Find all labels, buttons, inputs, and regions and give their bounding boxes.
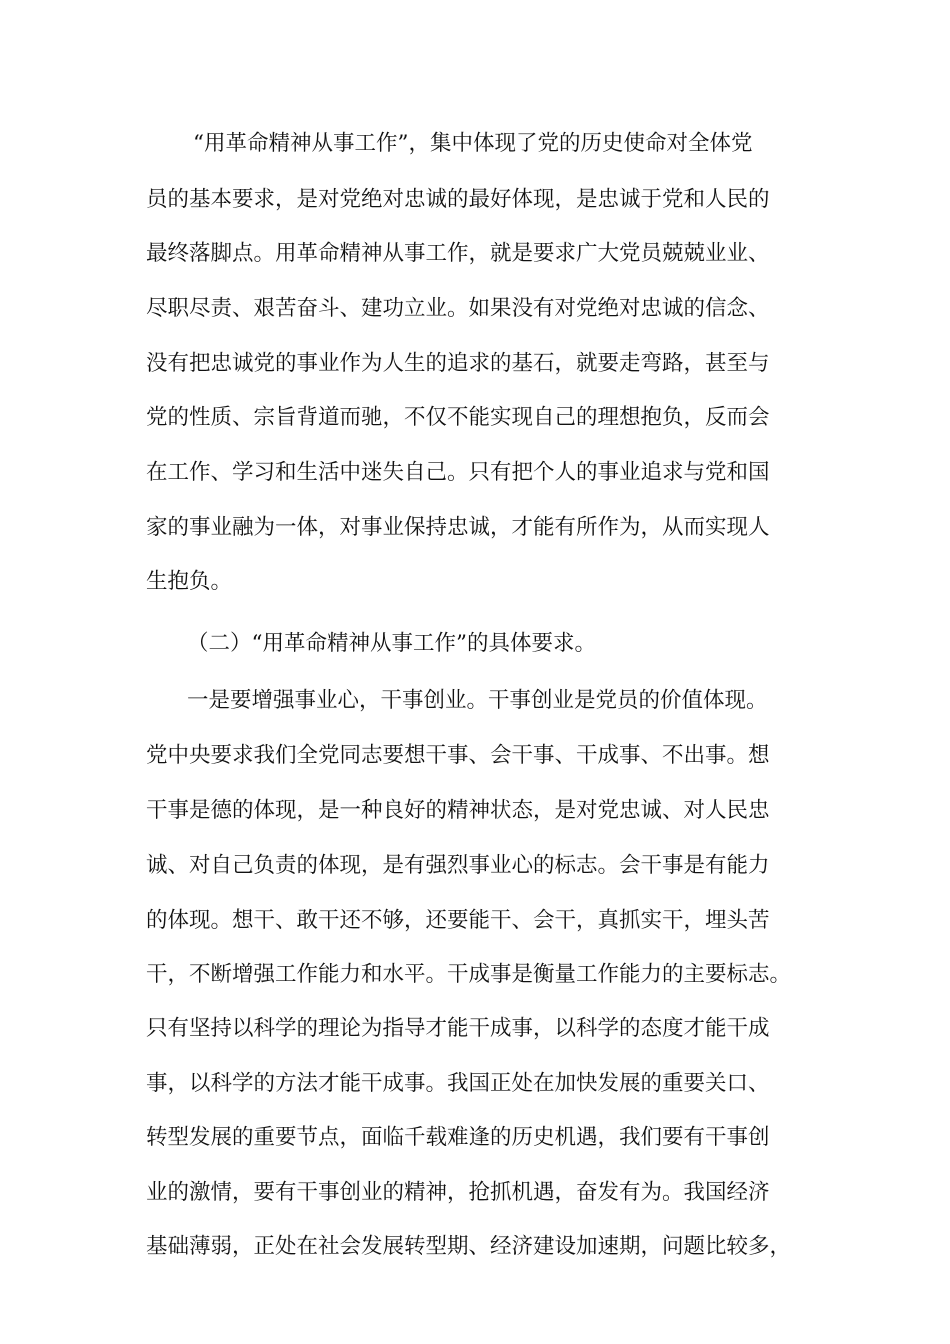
paragraph-1-line-3: 最终落脚点。用革命精神从事工作，就是要求广大党员兢兢业业、: [146, 241, 770, 266]
paragraph-2-line-7: 只有坚持以科学的理论为指导才能干成事，以科学的态度才能干成: [146, 1016, 770, 1041]
paragraph-2-line-5: 的体现。想干、敢干还不够，还要能干、会干，真抓实干，埋头苦: [146, 908, 770, 933]
paragraph-2-line-4: 诚、对自己负责的体现，是有强烈事业心的标志。会干事是有能力: [146, 853, 770, 878]
paragraph-2-line-2: 党中央要求我们全党同志要想干事、会干事、干成事、不出事。想: [146, 743, 770, 768]
paragraph-2-line-10: 业的激情，要有干事创业的精神，抢抓机遇，奋发有为。我国经济: [146, 1180, 770, 1205]
paragraph-1-line-6: 党的性质、宗旨背道而驰，不仅不能实现自己的理想抱负，反而会: [146, 405, 770, 430]
paragraph-1-line-1: “用革命精神从事工作”，集中体现了党的历史使命对全体党: [193, 131, 753, 156]
paragraph-2-line-8: 事，以科学的方法才能干成事。我国正处在加快发展的重要关口、: [146, 1071, 770, 1096]
paragraph-1-line-5: 没有把忠诚党的事业作为人生的追求的基石，就要走弯路，甚至与: [146, 351, 770, 376]
paragraph-2-line-6: 干，不断增强工作能力和水平。干成事是衡量工作能力的主要标志。: [146, 962, 792, 987]
paragraph-2-line-1: 一是要增强事业心，干事创业。干事创业是党员的价值体现。: [187, 688, 768, 713]
paragraph-1-line-7: 在工作、学习和生活中迷失自己。只有把个人的事业追求与党和国: [146, 460, 770, 485]
paragraph-2-line-9: 转型发展的重要节点，面临千载难逢的历史机遇，我们要有干事创: [146, 1125, 770, 1150]
paragraph-1-line-4: 尽职尽责、艰苦奋斗、建功立业。如果没有对党绝对忠诚的信念、: [146, 296, 770, 321]
paragraph-2-line-11: 基础薄弱，正处在社会发展转型期、经济建设加速期，问题比较多，: [146, 1234, 792, 1259]
paragraph-1-line-9: 生抱负。: [146, 569, 233, 594]
paragraph-1-line-8: 家的事业融为一体，对事业保持忠诚，才能有所作为，从而实现人: [146, 515, 770, 540]
paragraph-2-line-3: 干事是德的体现，是一种良好的精神状态，是对党忠诚、对人民忠: [146, 798, 770, 823]
paragraph-1-line-2: 员的基本要求，是对党绝对忠诚的最好体现，是忠诚于党和人民的: [146, 187, 770, 212]
section-heading: （二）“用革命精神从事工作”的具体要求。: [187, 631, 596, 656]
